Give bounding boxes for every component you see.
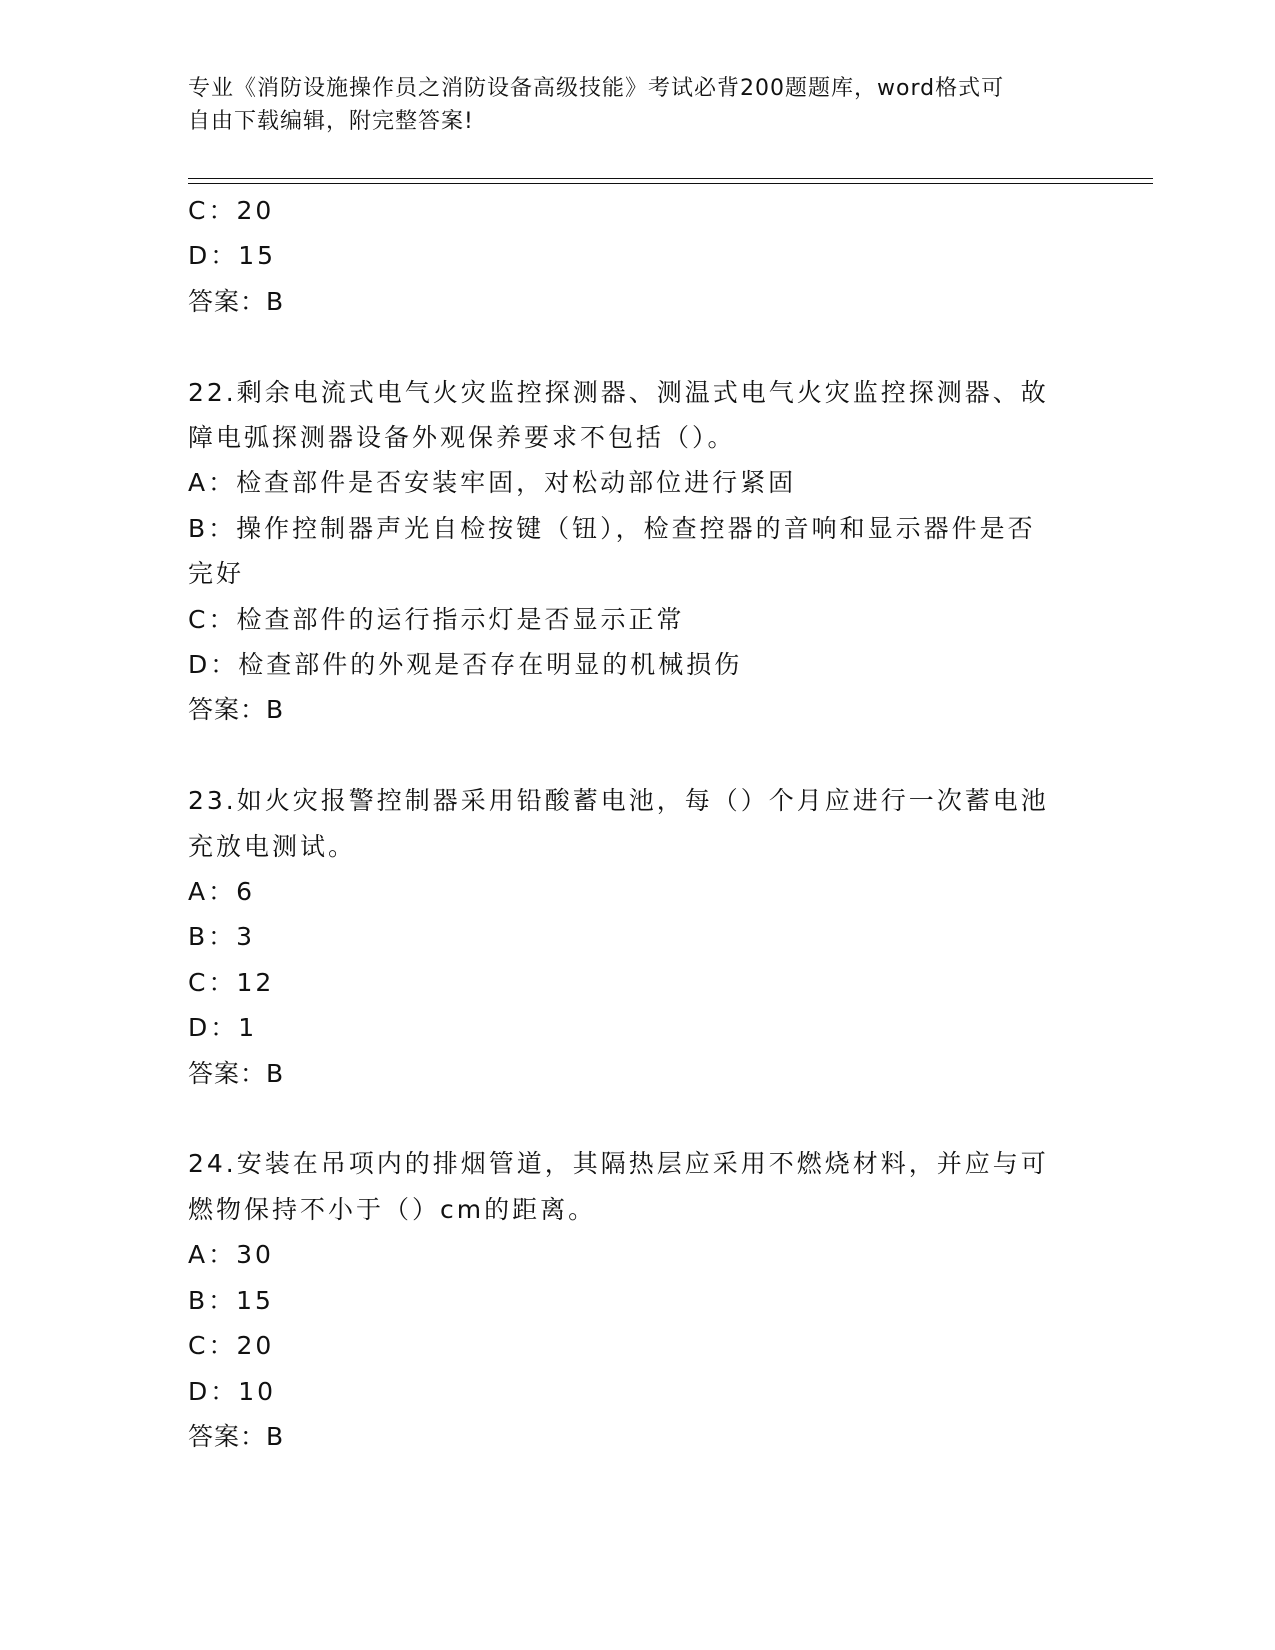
question-23: [188, 778, 1088, 1096]
question-stem-line: 充放电测试。: [188, 831, 357, 861]
option-a: A：30: [188, 1240, 274, 1270]
option-b: B：3: [188, 922, 256, 952]
question-stem-line: 障电弧探测器设备外观保养要求不包括（）。: [188, 423, 736, 453]
question-stem-line: 23.如火灾报警控制器采用铅酸蓄电池，每（）个月应进行一次蓄电池: [188, 786, 1049, 816]
question-stem-line: 24.安装在吊项内的排烟管道，其隔热层应采用不燃烧材料，并应与可: [188, 1149, 1049, 1179]
spacer: [188, 324, 1088, 369]
option-d: D：15: [188, 241, 277, 271]
option-c: C：检查部件的运行指示灯是否显示正常: [188, 604, 685, 634]
option-a: A：检查部件是否安装牢固，对松动部位进行紧固: [188, 468, 797, 498]
page-header: [188, 72, 1068, 138]
header-title-line-1: 专业《消防设施操作员之消防设备高级技能》考试必背200题题库，word格式可: [188, 76, 1005, 101]
question-stem-line: 燃物保持不小于（）cm的距离。: [188, 1194, 597, 1224]
option-b-continuation: 完好: [188, 559, 245, 589]
question-22: [188, 370, 1088, 733]
option-d: D：1: [188, 1013, 258, 1043]
spacer: [188, 1096, 1088, 1141]
answer-line: 答案：B: [188, 1421, 285, 1451]
option-b: B：15: [188, 1285, 274, 1315]
option-d: D：检查部件的外观是否存在明显的机械损伤: [188, 650, 743, 680]
header-double-rule: [188, 178, 1153, 184]
question-stem-line: 22.剩余电流式电气火灾监控探测器、测温式电气火灾监控探测器、故: [188, 377, 1049, 407]
question-content: [188, 188, 1088, 1459]
answer-line: 答案：B: [188, 286, 285, 316]
header-title-line-2: 自由下载编辑，附完整答案!: [188, 109, 474, 134]
answer-line: 答案：B: [188, 695, 285, 725]
option-d: D：10: [188, 1376, 277, 1406]
option-c: C：20: [188, 1331, 275, 1361]
option-c: C：12: [188, 967, 275, 997]
option-c: C：20: [188, 196, 275, 225]
option-a: A：6: [188, 877, 256, 907]
previous-question-tail: [188, 188, 1088, 324]
option-b: B：操作控制器声光自检按键（钮），检查控器的音响和显示器件是否: [188, 513, 1036, 543]
question-24: [188, 1141, 1088, 1459]
spacer: [188, 733, 1088, 778]
answer-line: 答案：B: [188, 1058, 285, 1088]
